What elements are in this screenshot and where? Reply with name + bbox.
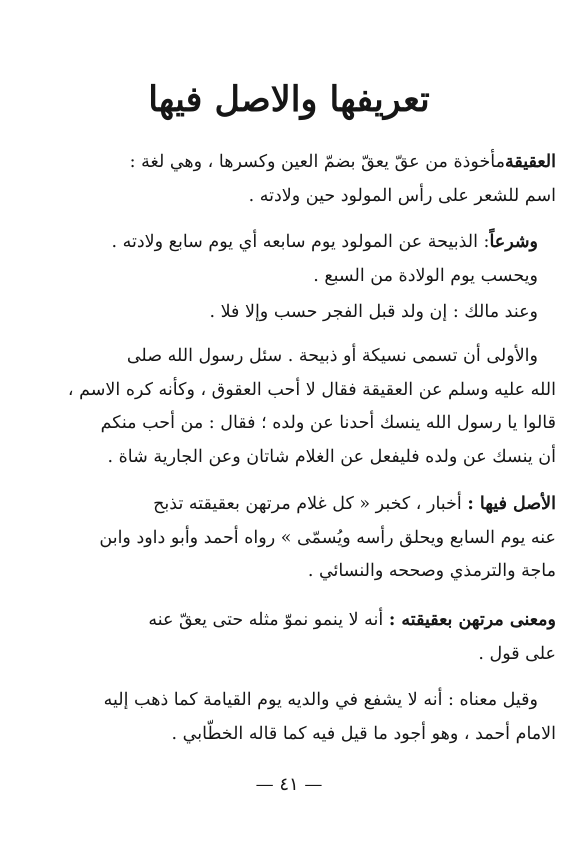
text-line: أنه لا ينمو نموّ مثله حتى يعقّ عنه [148, 610, 384, 630]
text-line: ويحسب يوم الولادة من السبع . [313, 265, 538, 286]
text-line: الله عليه وسلم عن العقيقة فقال لا أحب العقوق ، وكأنه كره الاسم ، [67, 379, 556, 400]
text-line: مأخوذة من عقّ يعقّ بضمّ العين وكسرها ، وهي لغة : [129, 152, 505, 172]
term-asl: الأصل فيها : [467, 494, 556, 514]
text-line: اسم للشعر على رأس المولود حين ولادته . [248, 185, 556, 206]
paragraph-malik [24, 296, 556, 330]
text-line: أن ينسك عن ولده فليفعل عن الغلام شاتان وعن الجارية شاة . [107, 446, 556, 467]
paragraph-awla [24, 340, 556, 474]
text-line: أخبار ، كخبر « كل غلام مرتهن بعقيقته تذبح [153, 494, 462, 514]
text-line: قالوا يا رسول الله ينسك أحدنا عن ولده ؛ فقال : من أحب منكم [100, 413, 556, 433]
text-line: : الذبيحة عن المولود يوم سابعه أي يوم سابع ولادته . [111, 232, 490, 252]
page-number: — ٤١ — [255, 774, 323, 795]
text-line: على قول . [478, 643, 556, 664]
paragraph-definition [24, 146, 556, 213]
text-line: الامام أحمد ، وهو أجود ما قيل فيه كما قاله الخطّابي . [171, 723, 556, 744]
text-line: عنه يوم السابع ويحلق رأسه ويُسمّى » رواه أحمد وأبو داود وابن [99, 527, 556, 548]
paragraph-asl [24, 488, 556, 589]
text-line: والأولى أن تسمى نسيكة أو ذبيحة . سئل رسول الله صلى [126, 346, 538, 366]
text-line: وعند مالك : إن ولد قبل الفجر حسب وإلا فلا . [209, 302, 538, 322]
term-murtahan: ومعنى مرتهن بعقيقته : [388, 610, 556, 630]
paragraph-murtahan [24, 604, 556, 671]
term-aqiqa: العقيقة [504, 152, 556, 172]
term-sharan: وشرعاً [489, 232, 538, 252]
paragraph-qila [24, 684, 556, 751]
paragraph-sharan [24, 226, 556, 293]
text-line: وقيل معناه : أنه لا يشفع في والديه يوم القيامة كما ذهب إليه [103, 690, 538, 710]
page-title: تعريفها والاصل فيها [148, 79, 430, 120]
text-line: ماجة والترمذي وصححه والنسائي . [307, 561, 556, 581]
